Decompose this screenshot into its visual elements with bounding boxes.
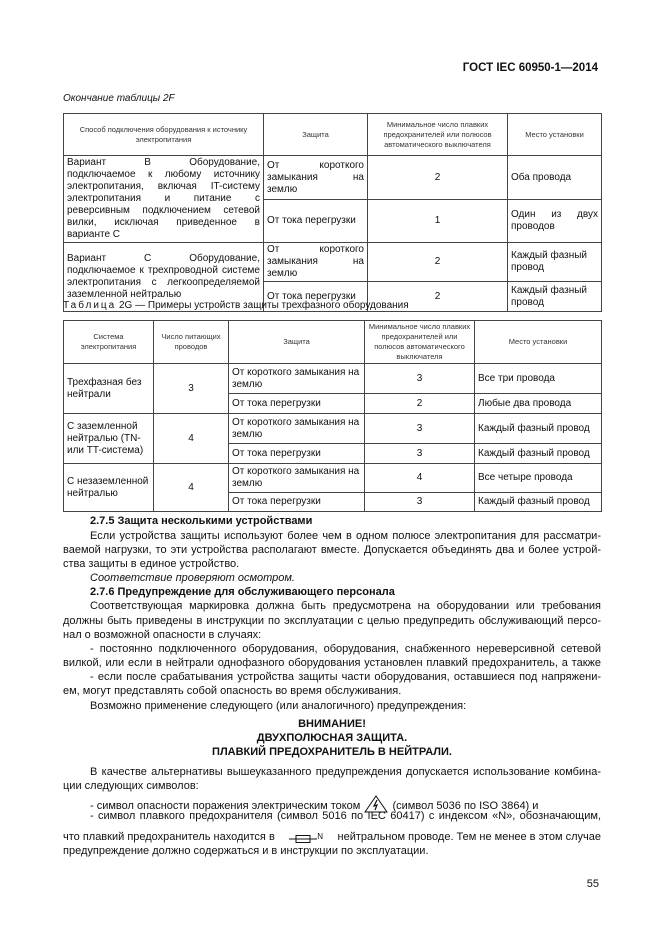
- fuse-icon: [289, 834, 317, 844]
- place-cell: Все четыре провода: [475, 464, 602, 493]
- section-2-7-5-heading: 2.7.5 Защита несколькими устройствами: [90, 515, 313, 527]
- body-line: вилкой, или если в нейтрали однофазного оборудования установлен плавкий предохранитель, а также: [63, 657, 601, 669]
- place-cell: Все три провода: [475, 364, 602, 394]
- body-line: Возможно применение следующего (или аналогичного) предупреждения:: [90, 700, 467, 712]
- table-2g-caption: [63, 300, 409, 311]
- body-line: В качестве альтернативы вышеуказанного предупреждения допускается использование комбина-: [90, 766, 601, 778]
- protection-cell: От короткого замыкания на землю: [229, 414, 365, 444]
- text-span: (символ 5036 по ISO 3864) и: [392, 800, 539, 812]
- table-row: [64, 156, 602, 200]
- col-header: Минимальное число плавких предохранителей или полюсов автоматического выключателя: [368, 114, 508, 156]
- place-cell: Каждый фазный провод: [508, 243, 602, 282]
- body-line: должны быть приведены в инструкции по эксплуатации с целью предупредить обслуживающий персо-: [63, 615, 601, 627]
- protection-cell: От короткого замыкания на землю: [264, 156, 368, 200]
- protection-cell: От тока перегрузки: [229, 444, 365, 464]
- warning-line: ПЛАВКИЙ ПРЕДОХРАНИТЕЛЬ В НЕЙТРАЛИ.: [212, 746, 452, 758]
- count-cell: 2: [365, 394, 475, 414]
- place-cell: Каждый фазный провод: [475, 493, 602, 512]
- count-cell: 2: [368, 282, 508, 312]
- table-2g: [63, 320, 602, 512]
- place-cell: Каждый фазный провод: [475, 414, 602, 444]
- protection-cell: От короткого замыкания на землю: [229, 364, 365, 394]
- col-header: Защита: [229, 321, 365, 364]
- variant-c-cell: Вариант С Оборудование, подключаемое к трехпроводной системе электропитания с легкоопределяемой заземленной нейтралью: [64, 243, 264, 312]
- wires-cell: 4: [154, 414, 229, 464]
- place-cell: Каждый фазный провод: [475, 444, 602, 464]
- table-row: [64, 243, 602, 282]
- system-cell: Трехфазная без нейтрали: [64, 364, 154, 414]
- place-cell: Каждый фазный провод: [508, 282, 602, 312]
- body-line: Если устройства защиты используют более чем в одном полюсе электропитания для рассматри-: [90, 530, 601, 542]
- variant-b-cell: Вариант В Оборудование, подключаемое к любому источнику электропитания, включая IT-систему электропитания и питание с реверсивным подключением сетевой вилки, исключая приведенное в варианте С: [64, 156, 264, 243]
- table-row: [64, 414, 602, 444]
- col-header: Способ подключения оборудования к источнику электропитания: [64, 114, 264, 156]
- place-cell: Любые два провода: [475, 394, 602, 414]
- system-cell: С заземленной нейтралью (TN- или TT-система): [64, 414, 154, 464]
- caption-prefix: Таблица: [63, 300, 117, 311]
- body-line: Соответствующая маркировка должна быть предусмотрена на оборудовании или требования: [90, 600, 601, 612]
- wires-cell: 4: [154, 464, 229, 512]
- protection-cell: От тока перегрузки: [229, 493, 365, 512]
- body-line: Соответствие проверяют осмотром.: [90, 572, 295, 584]
- protection-cell: От тока перегрузки: [229, 394, 365, 414]
- body-line: ваемой нагрузки, то эти устройства располагают вместе. Допускается объединять два и более устрой-: [63, 544, 601, 556]
- table-row: [64, 364, 602, 394]
- body-line: - постоянно подключенного оборудования, оборудования, снабженного нереверсивной сетевой: [90, 643, 601, 655]
- standard-header: ГОСТ IEC 60950-1—2014: [462, 62, 598, 74]
- count-cell: 4: [365, 464, 475, 493]
- body-line: ем, могут представлять собой опасность во время обслуживания.: [63, 685, 402, 697]
- col-header: Число питающих проводов: [154, 321, 229, 364]
- table-2f: [63, 113, 602, 312]
- protection-cell: От короткого замыкания на землю: [229, 464, 365, 493]
- protection-cell: От тока перегрузки: [264, 282, 368, 312]
- body-line: ства защиты в единое устройство.: [63, 558, 240, 570]
- body-line: предупреждение должно содержаться и в инструкции по эксплуатации.: [63, 845, 429, 857]
- body-line: нал о возможной опасности в случаях:: [63, 629, 262, 641]
- count-cell: 3: [365, 364, 475, 394]
- warning-line: ДВУХПОЛЮСНАЯ ЗАЩИТА.: [256, 732, 408, 744]
- col-header: Место установки: [508, 114, 602, 156]
- fuse-index: N: [317, 832, 324, 841]
- system-cell: С незаземленной нейтралью: [64, 464, 154, 512]
- page-number: 55: [586, 878, 599, 890]
- count-cell: 3: [365, 493, 475, 512]
- col-header: Система электропитания: [64, 321, 154, 364]
- protection-cell: От короткого замыкания на землю: [264, 243, 368, 282]
- count-cell: 2: [368, 243, 508, 282]
- text-span: что плавкий предохранитель находится в: [63, 831, 275, 843]
- section-2-7-6-heading: 2.7.6 Предупреждение для обслуживающего персонала: [90, 586, 395, 598]
- col-header: Место установки: [475, 321, 602, 364]
- count-cell: 2: [368, 156, 508, 200]
- body-line: - символ плавкого предохранителя (символ 5016 по IEC 60417) с индексом «N», обозначающим,: [90, 810, 601, 822]
- text-span: нейтральном проводе. Тем не менее в этом случае: [337, 831, 601, 843]
- caption-text: 2G — Примеры устройств защиты трехфазного оборудования: [119, 300, 409, 311]
- place-cell: Оба провода: [508, 156, 602, 200]
- count-cell: 1: [368, 200, 508, 243]
- table-2f-caption: Окончание таблицы 2F: [63, 93, 175, 104]
- protection-cell: От тока перегрузки: [264, 200, 368, 243]
- place-cell: Один из двух проводов: [508, 200, 602, 243]
- col-header: Защита: [264, 114, 368, 156]
- col-header: Минимальное число плавких предохранителей или полюсов автоматического выключателя: [365, 321, 475, 364]
- table-row: [64, 464, 602, 493]
- warning-line: ВНИМАНИЕ!: [298, 718, 366, 730]
- wires-cell: 3: [154, 364, 229, 414]
- body-line: - если после срабатывания устройства защиты части оборудования, оставшиеся под напряжени-: [90, 671, 601, 683]
- body-line: ции следующих символов:: [63, 780, 199, 792]
- count-cell: 3: [365, 414, 475, 444]
- count-cell: 3: [365, 444, 475, 464]
- text-span: - символ опасности поражения электрическим током: [90, 800, 361, 812]
